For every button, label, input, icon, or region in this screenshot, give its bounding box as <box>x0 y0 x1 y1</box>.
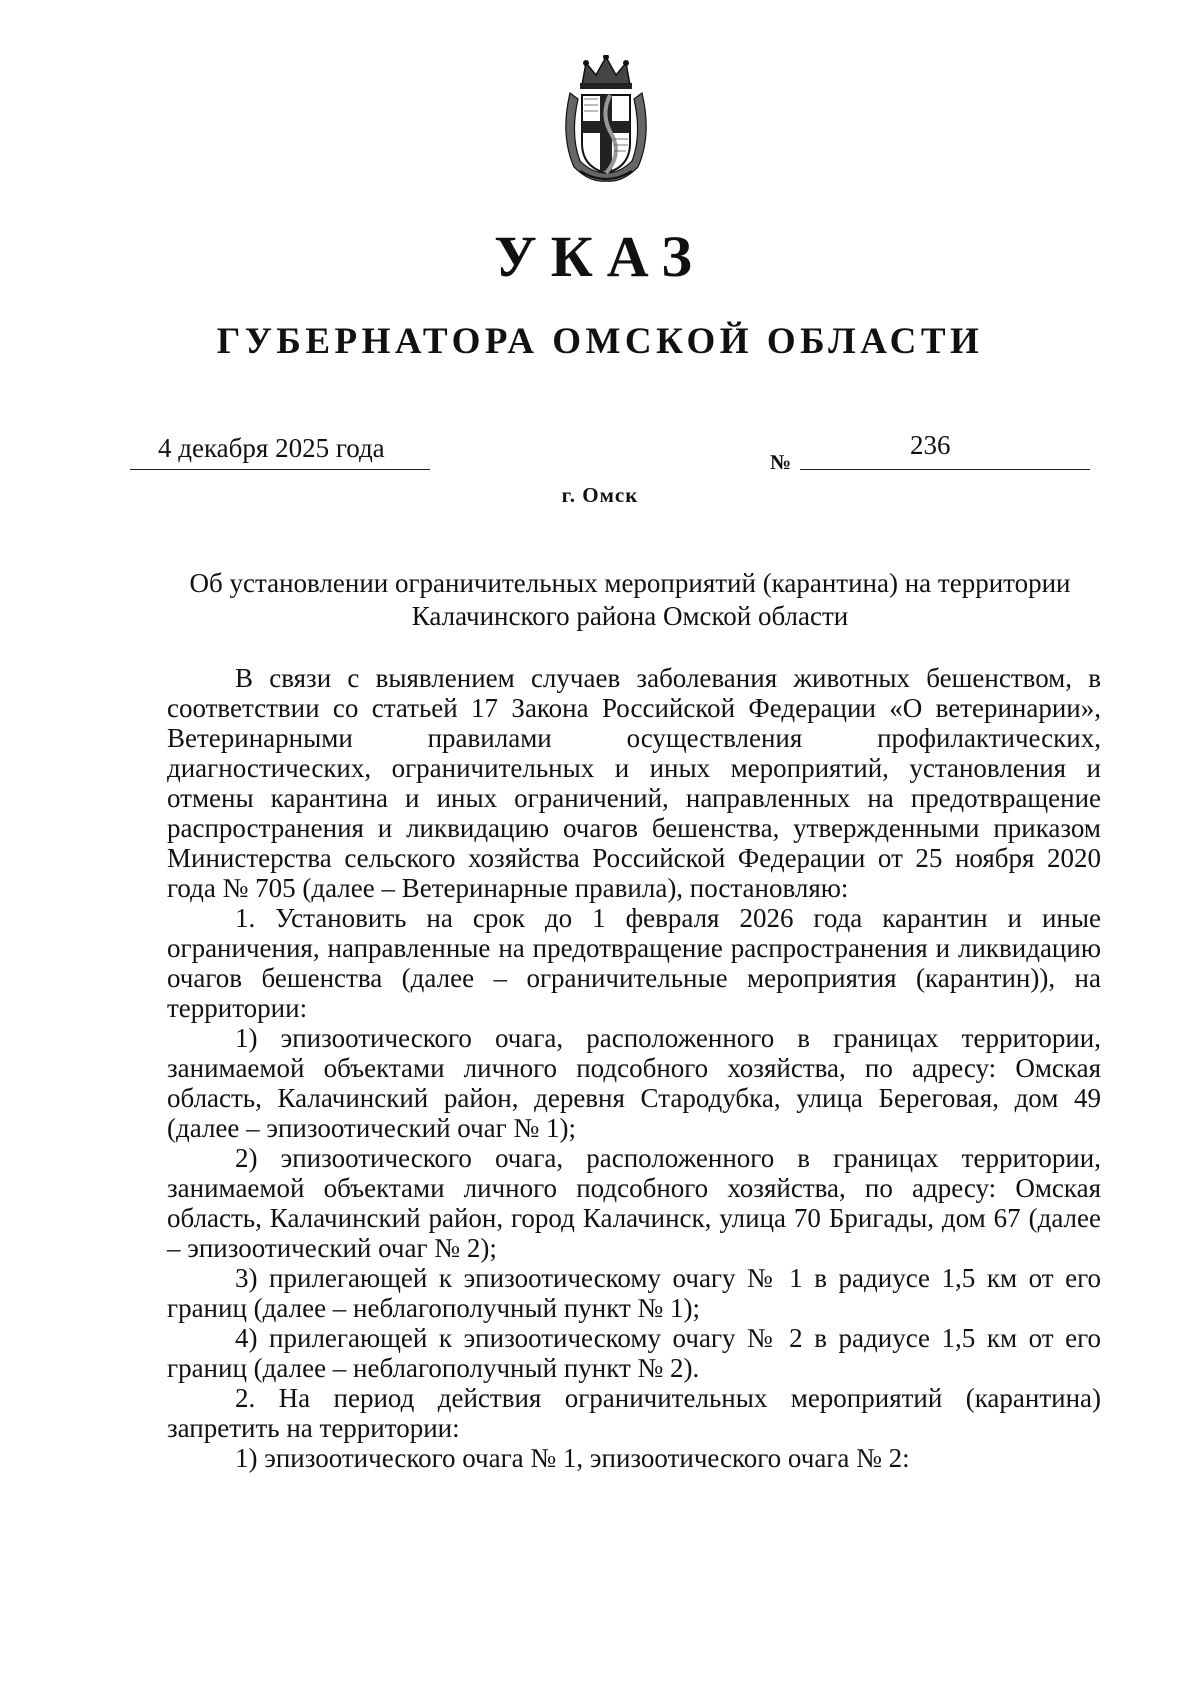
paragraph-item-1-4: 4) прилегающей к эпизоотическому очагу № 2 в радиусе 1,5 км от его границ (далее – неблагополучный пункт № 2). <box>167 1323 1101 1383</box>
paragraph-preamble: В связи с выявлением случаев заболевания животных бешенством, в соответствии со статьей 17 Закона Российской Федерации «О ветеринарии», Ветеринарными правилами осуществления профилактических, диагностических, ограничительных и иных мероприятий, установления и отмены карантина и иных ограничений, направленных на предотвращение распространения и ликвидацию очагов бешенства, утвержденными приказом Министерства сельского хозяйства Российской Федерации от 25 ноября 2020 года № 705 (далее – Ветеринарные правила), постановляю: <box>167 663 1101 903</box>
number-underline <box>800 469 1090 470</box>
paragraph-item-1-2: 2) эпизоотического очага, расположенного в границах территории, занимаемой объектами личного подсобного хозяйства, по адресу: Омская область, Калачинский район, город Калачинск, улица 70 Бригады, дом 67 (далее – эпизоотический очаг № 2); <box>167 1143 1101 1263</box>
paragraph-item-1-3: 3) прилегающей к эпизоотическому очагу № 1 в радиусе 1,5 км от его границ (далее – неблагополучный пункт № 1); <box>167 1263 1101 1323</box>
heading-line-1: Об установлении ограничительных мероприятий (карантина) на территории <box>189 568 1071 598</box>
document-number: 236 <box>910 430 951 460</box>
paragraph-item-2: 2. На период действия ограничительных мероприятий (карантина) запретить на территории: <box>167 1383 1101 1443</box>
number-sign: № <box>770 450 792 474</box>
document-heading <box>160 567 1100 633</box>
paragraph-item-1: 1. Установить на срок до 1 февраля 2026 года карантин и иные ограничения, направленные на предотвращение распространения и ликвидацию очагов бешенства (далее – ограничительные мероприятия (карантин)), на территории: <box>167 903 1101 1023</box>
document-body <box>167 663 1101 1473</box>
date-underline <box>130 469 430 470</box>
city-label: г. Омск <box>561 483 639 507</box>
document-subtitle: ГУБЕРНАТОРА ОМСКОЙ ОБЛАСТИ <box>216 321 984 362</box>
paragraph-item-2-1: 1) эпизоотического очага № 1, эпизоотического очага № 2: <box>235 1443 910 1473</box>
heading-line-2: Калачинского района Омской области <box>411 601 849 631</box>
coat-of-arms-emblem <box>560 55 652 185</box>
document-date: 4 декабря 2025 года <box>158 433 385 463</box>
paragraph-item-1-1: 1) эпизоотического очага, расположенного в границах территории, занимаемой объектами личного подсобного хозяйства, по адресу: Омская область, Калачинский район, деревня Стародубка, улица Береговая, дом 49 (далее – эпизоотический очаг № 1); <box>167 1023 1101 1143</box>
document-title: УКАЗ <box>494 224 706 289</box>
